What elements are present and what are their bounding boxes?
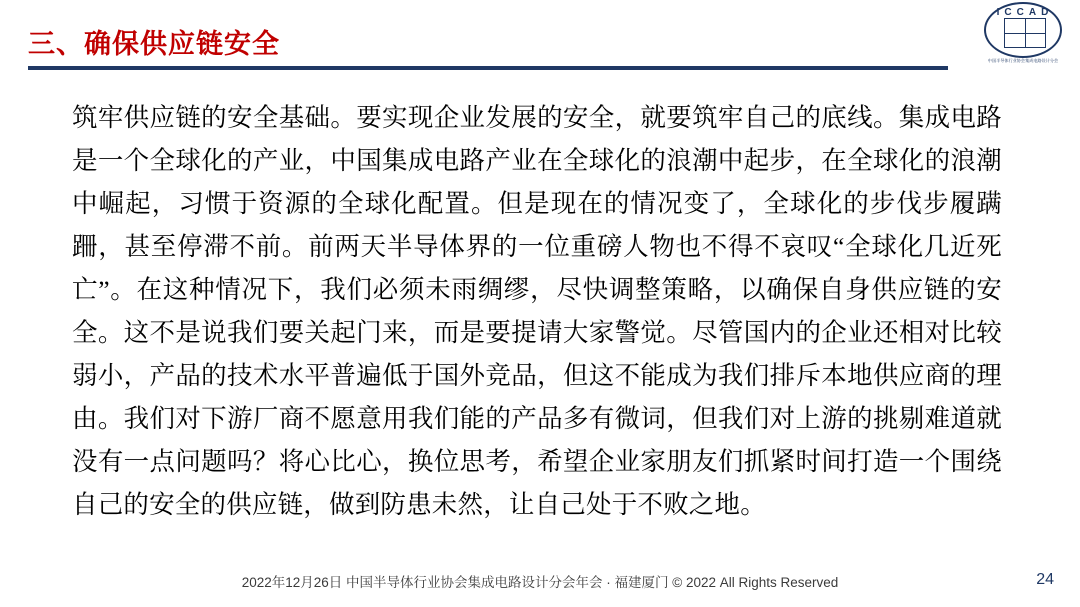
footer-copyright: 2022年12月26日 中国半导体行业协会集成电路设计分会年会 · 福建厦门 © 2022 All Rights Reserved xyxy=(241,575,839,590)
slide-header xyxy=(0,14,1080,74)
slide-footer xyxy=(0,571,1080,593)
logo-letters: ICCAD xyxy=(996,7,1054,18)
iccad-logo xyxy=(984,2,1062,74)
page-number: 24 xyxy=(1036,571,1054,588)
page-title: 三、确保供应链安全 xyxy=(28,29,280,59)
header-divider xyxy=(28,66,948,70)
logo-caption: 中国半导体行业协会集成电路设计分会 xyxy=(987,58,1059,63)
body-paragraph: 筑牢供应链的安全基础。要实现企业发展的安全，就要筑牢自己的底线。集成电路是一个全球化的产业，中国集成电路产业在全球化的浪潮中起步，在全球化的浪潮中崛起，习惯于资源的全球化配置。但是现在的情况变了，全球化的步伐步履蹒跚，甚至停滞不前。前两天半导体界的一位重磅人物也不得不哀叹“全球化几近死亡”。在这种情况下，我们必须未雨绸缪，尽快调整策略，以确保自身供应链的安全。这不是说我们要关起门来，而是要提请大家警觉。尽管国内的企业还相对比较弱小，产品的技术水平普遍低于国外竞品，但这不能成为我们排斥本地供应商的理由。我们对下游厂商不愿意用我们能的产品多有微词，但我们对上游的挑剔难道就没有一点问题吗？将心比心，换位思考，希望企业家朋友们抓紧时间打造一个围绕自己的安全的供应链，做到防患未然，让自己处于不败之地。 xyxy=(72,103,1002,519)
logo-grid-icon xyxy=(1004,18,1046,48)
logo-ellipse-icon xyxy=(984,2,1062,58)
